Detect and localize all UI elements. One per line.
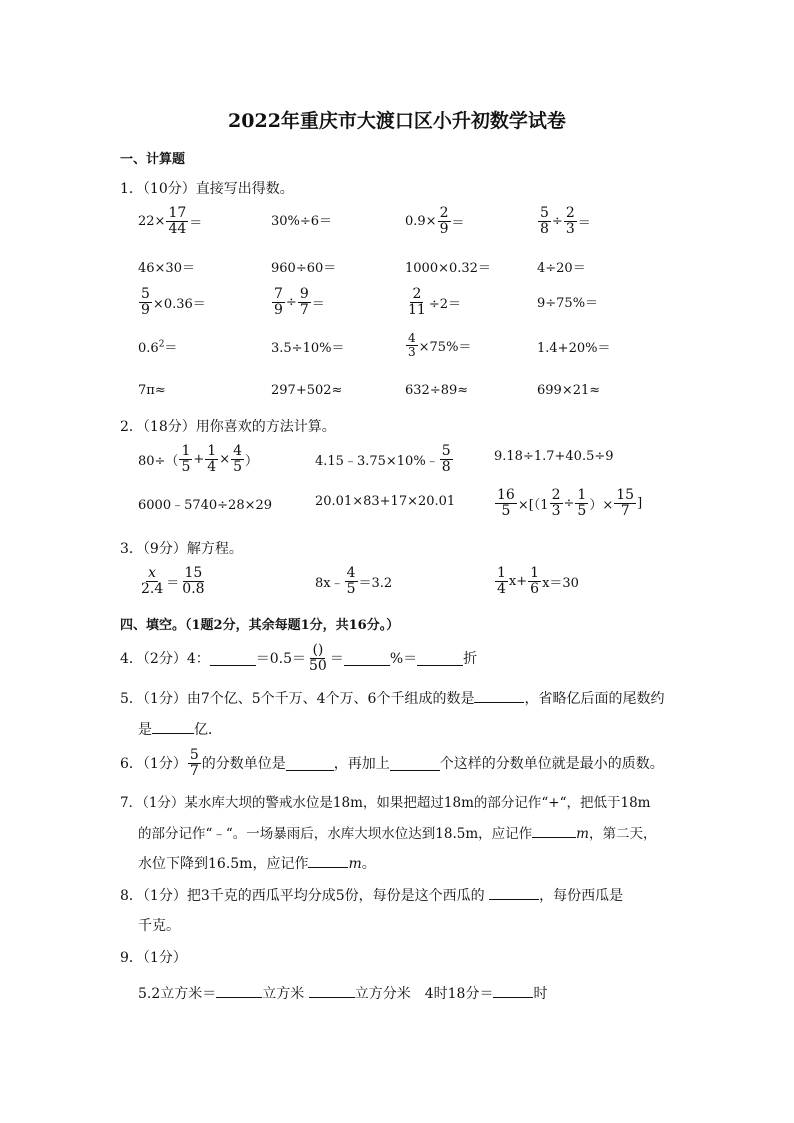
expr-text: ×[（1 xyxy=(517,497,549,513)
q1-item-2: 30%÷6＝ xyxy=(271,214,333,229)
q1-item-9 xyxy=(138,287,206,317)
fraction: $\frac{16}{5}$ xyxy=(497,487,515,519)
fraction: $\frac{1}{4}$ xyxy=(497,565,506,597)
q-text: 的分数单位是 xyxy=(201,756,286,773)
expr-text: ＝ xyxy=(189,215,203,231)
q1-item-17: 7π≈ xyxy=(138,383,166,398)
expr-text: ＝ xyxy=(166,575,180,591)
page-title: 2022年重庆市大渡口区小升初数学试卷 xyxy=(228,110,566,132)
expr-text: 8x﹣ xyxy=(315,575,344,591)
answer-blank[interactable] xyxy=(210,651,256,666)
fraction: $\frac{5}{8}$ xyxy=(441,443,451,475)
q-text: ＝0.5＝ xyxy=(255,651,306,668)
q1-item-7: 1000×0.32＝ xyxy=(405,261,491,276)
q1-item-8: 4÷20＝ xyxy=(537,261,586,276)
expr-text: ÷ xyxy=(563,495,575,511)
answer-blank[interactable] xyxy=(489,885,539,900)
expr-text: ＝ xyxy=(577,215,591,231)
fraction: $\frac{1}{5}$ xyxy=(181,443,191,475)
answer-blank[interactable] xyxy=(309,983,355,998)
expr-text: + xyxy=(193,451,205,467)
fraction: $\frac{7}{9}$ xyxy=(274,286,283,318)
question-2-label: 2．（18分）用你喜欢的方法计算。 xyxy=(120,419,336,435)
q1-item-16: 1.4+20%＝ xyxy=(537,341,611,356)
answer-blank[interactable] xyxy=(390,756,440,771)
answer-blank[interactable] xyxy=(152,719,194,734)
answer-blank[interactable] xyxy=(308,853,348,868)
expr-text: 0.9× xyxy=(405,213,437,229)
expr-text: ＝ xyxy=(451,215,465,231)
fraction: $\frac{2}{3}$ xyxy=(551,487,561,519)
question-8-line-2: 千克。 xyxy=(138,918,180,934)
question-4 xyxy=(120,643,477,673)
fraction: $\frac{1}{5}$ xyxy=(577,487,587,519)
q-text: 个这样的分数单位就是最小的质数。 xyxy=(439,756,664,773)
q1-item-5: 46×30＝ xyxy=(138,261,195,276)
q2-item-6 xyxy=(494,488,642,518)
answer-blank[interactable] xyxy=(344,651,390,666)
q-text: ，再加上 xyxy=(333,756,390,773)
expr-text: ×0.36＝ xyxy=(152,296,206,312)
answer-blank[interactable] xyxy=(474,688,524,703)
q1-item-11 xyxy=(405,287,461,317)
fraction: $\frac{4}{5}$ xyxy=(233,443,243,475)
q2-item-2 xyxy=(315,444,454,474)
fraction: $\frac{5}{8}$ xyxy=(540,205,549,237)
fraction: $\frac{4}{3}$ xyxy=(408,331,416,359)
expr-text: 80÷（ xyxy=(138,453,179,469)
q2-item-1 xyxy=(138,444,258,474)
q1-item-4 xyxy=(537,206,591,236)
answer-blank[interactable] xyxy=(216,983,262,998)
fraction: $\frac{2}{3}$ xyxy=(565,205,575,237)
q1-item-15 xyxy=(405,332,471,358)
question-6 xyxy=(120,748,664,778)
q-text: ＝ xyxy=(329,651,344,668)
answer-blank[interactable] xyxy=(417,651,463,666)
expr-text: ＝3.2 xyxy=(358,575,393,591)
q1-item-1 xyxy=(138,206,202,236)
fraction: $\frac{2}{11}$ xyxy=(408,286,426,318)
q3-item-3 xyxy=(494,566,579,596)
answer-blank[interactable] xyxy=(493,983,533,998)
answer-blank[interactable] xyxy=(286,756,334,771)
q2-item-5: 20.01×83+17×20.01 xyxy=(315,494,456,509)
question-7-line-1: 7．（1分）某水库大坝的警戒水位是18m，如果把超过18m的部分记作“+“，把低于18m xyxy=(120,795,651,811)
fraction: $\frac{x}{2.4}$ xyxy=(141,565,164,597)
q2-item-3: 9.18÷1.7+40.5÷9 xyxy=(494,449,614,464)
q1-item-6: 960÷60＝ xyxy=(271,261,337,276)
question-7-line-2: 的部分记作“﹣“。一场暴雨后，水库大坝水位达到18.5m，应记作 m，第二天， xyxy=(138,822,656,842)
fraction: $\frac{1}{6}$ xyxy=(530,565,540,597)
q1-item-14: 3.5÷10%＝ xyxy=(271,341,345,356)
fraction: $\frac{2}{9}$ xyxy=(439,205,449,237)
expr-text: x+ xyxy=(508,573,528,589)
q1-item-3 xyxy=(405,206,465,236)
answer-blank[interactable] xyxy=(532,823,576,838)
q3-item-1 xyxy=(138,566,208,596)
expr-text: ÷ xyxy=(551,213,563,229)
question-8-line-1: 8．（1分）把3千克的西瓜平均分成5份，每份是这个西瓜的 ，每份西瓜是 xyxy=(120,885,623,905)
question-9-body: 5.2立方米＝ 立方米 立方分米 4时18分＝ 时 xyxy=(138,983,547,1003)
fraction: $\frac{5}{9}$ xyxy=(141,286,150,318)
q1-item-19: 632÷89≈ xyxy=(405,383,469,398)
fraction: $\frac{1}{4}$ xyxy=(207,443,217,475)
expr-text: ×75%＝ xyxy=(418,339,472,355)
expr-text: 22× xyxy=(138,213,166,229)
fraction: $\frac{9}{7}$ xyxy=(299,286,309,318)
q-text: 4．（2分）4： xyxy=(120,651,210,668)
q1-item-20: 699×21≈ xyxy=(537,383,601,398)
expr-text: ＝ xyxy=(311,296,325,312)
section-heading-4: 四、填空。（1题2分，其余每题1分，共16分。） xyxy=(120,618,400,633)
expr-text: 4.15﹣3.75×10%﹣ xyxy=(315,453,439,469)
expr-text: × xyxy=(219,451,231,467)
q3-item-2 xyxy=(315,566,392,596)
expr-text: ）× xyxy=(589,497,614,513)
question-5-line-1: 5．（1分）由7个亿、5个千万、4个万、6个千组成的数是 ，省略亿后面的尾数约 xyxy=(120,688,664,708)
q1-item-18: 297+502≈ xyxy=(271,383,343,398)
q1-item-10 xyxy=(271,287,325,317)
q-text: %＝ xyxy=(389,651,418,668)
q1-item-13: $0.6^2=$ xyxy=(138,339,178,356)
question-3-label: 3．（9分）解方程。 xyxy=(120,541,243,557)
expr-text: ÷ xyxy=(285,294,297,310)
expr-text: ） xyxy=(245,453,259,469)
expr-text: x＝30 xyxy=(542,575,579,591)
fraction: $\frac{15}{0.8}$ xyxy=(182,565,205,597)
fraction: $\frac{4}{5}$ xyxy=(346,565,356,597)
q-text: 折 xyxy=(463,651,478,668)
question-5-line-2: 是 亿． xyxy=(138,719,222,739)
fraction: $\frac{()}{50}$ xyxy=(309,642,327,674)
q-text: 6．（1分） xyxy=(120,756,187,773)
section-heading-1: 一、计算题 xyxy=(120,152,186,167)
fraction: $\frac{17}{44}$ xyxy=(168,205,187,237)
question-7-line-3: 水位下降到16.5m，应记作 m。 xyxy=(138,853,376,873)
q1-item-12: 9÷75%＝ xyxy=(537,296,599,311)
question-1-label: 1．（10分）直接写出得数。 xyxy=(120,181,294,197)
fraction: $\frac{15}{7}$ xyxy=(616,487,635,519)
q2-item-4: 6000﹣5740÷28×29 xyxy=(138,498,273,513)
expr-text: ] xyxy=(637,495,643,511)
fraction: $\frac{5}{7}$ xyxy=(189,747,199,779)
expr-text: ÷2＝ xyxy=(428,296,461,312)
question-9-label: 9．（1分） xyxy=(120,950,187,966)
